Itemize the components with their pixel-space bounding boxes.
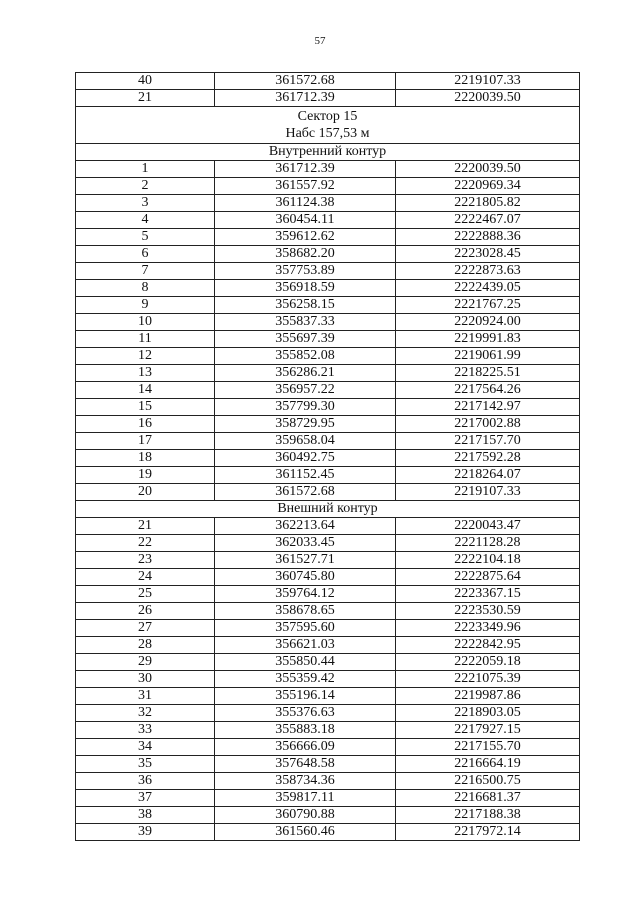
x-coordinate-cell: 361560.46: [215, 824, 396, 841]
table-row: [76, 382, 580, 399]
x-coordinate-cell: 360454.11: [215, 212, 396, 229]
x-coordinate-cell: 361572.68: [215, 484, 396, 501]
point-number-cell: 34: [76, 739, 215, 756]
y-coordinate-cell: 2222104.18: [396, 552, 580, 569]
inner-contour-header-row-cell: [76, 144, 580, 161]
x-coordinate-cell: 362213.64: [215, 518, 396, 535]
y-coordinate-cell: 2217927.15: [396, 722, 580, 739]
y-coordinate-cell: 2216500.75: [396, 773, 580, 790]
table-row: [76, 348, 580, 365]
table-row: [76, 824, 580, 841]
x-coordinate-cell: 362033.45: [215, 535, 396, 552]
x-coordinate-cell: 356918.59: [215, 280, 396, 297]
coordinates-table-body: [76, 73, 580, 841]
y-coordinate-cell: 2222059.18: [396, 654, 580, 671]
point-number-cell: 5: [76, 229, 215, 246]
point-number-cell: 11: [76, 331, 215, 348]
table-row: [76, 297, 580, 314]
y-coordinate-cell: 2222467.07: [396, 212, 580, 229]
y-coordinate-cell: 2222888.36: [396, 229, 580, 246]
y-coordinate-cell: 2223367.15: [396, 586, 580, 603]
point-number-cell: 24: [76, 569, 215, 586]
x-coordinate-cell: 357648.58: [215, 756, 396, 773]
table-row: [76, 671, 580, 688]
point-number-cell: 35: [76, 756, 215, 773]
point-number-cell: 10: [76, 314, 215, 331]
y-coordinate-cell: 2217564.26: [396, 382, 580, 399]
table-row: [76, 331, 580, 348]
point-number-cell: 1: [76, 161, 215, 178]
y-coordinate-cell: 2217188.38: [396, 807, 580, 824]
point-number-cell: 32: [76, 705, 215, 722]
inner-contour-label: Внутренний контур: [268, 144, 387, 159]
x-coordinate-cell: 358678.65: [215, 603, 396, 620]
y-coordinate-cell: 2219991.83: [396, 331, 580, 348]
point-number-cell: 20: [76, 484, 215, 501]
y-coordinate-cell: 2222873.63: [396, 263, 580, 280]
outer-contour-header-row-cell: [76, 501, 580, 518]
table-row: [76, 365, 580, 382]
x-coordinate-cell: 359612.62: [215, 229, 396, 246]
table-row: [76, 73, 580, 90]
y-coordinate-cell: 2222842.95: [396, 637, 580, 654]
x-coordinate-cell: 355852.08: [215, 348, 396, 365]
outer-contour-header-row: [76, 501, 580, 518]
x-coordinate-cell: 355376.63: [215, 705, 396, 722]
y-coordinate-cell: 2219061.99: [396, 348, 580, 365]
y-coordinate-cell: 2221075.39: [396, 671, 580, 688]
table-row: [76, 705, 580, 722]
table-row: [76, 790, 580, 807]
table-row: [76, 569, 580, 586]
y-coordinate-cell: 2217972.14: [396, 824, 580, 841]
table-row: [76, 212, 580, 229]
x-coordinate-cell: 361152.45: [215, 467, 396, 484]
x-coordinate-cell: 355359.42: [215, 671, 396, 688]
point-number-cell: 30: [76, 671, 215, 688]
x-coordinate-cell: 361124.38: [215, 195, 396, 212]
x-coordinate-cell: 359658.04: [215, 433, 396, 450]
x-coordinate-cell: 357753.89: [215, 263, 396, 280]
y-coordinate-cell: 2221805.82: [396, 195, 580, 212]
x-coordinate-cell: 355850.44: [215, 654, 396, 671]
point-number-cell: 39: [76, 824, 215, 841]
table-row: [76, 229, 580, 246]
point-number-cell: 12: [76, 348, 215, 365]
y-coordinate-cell: 2219107.33: [396, 484, 580, 501]
table-row: [76, 246, 580, 263]
y-coordinate-cell: 2216664.19: [396, 756, 580, 773]
x-coordinate-cell: 356258.15: [215, 297, 396, 314]
y-coordinate-cell: 2218264.07: [396, 467, 580, 484]
x-coordinate-cell: 359817.11: [215, 790, 396, 807]
table-row: [76, 807, 580, 824]
x-coordinate-cell: 355837.33: [215, 314, 396, 331]
table-row: [76, 603, 580, 620]
y-coordinate-cell: 2218225.51: [396, 365, 580, 382]
y-coordinate-cell: 2217142.97: [396, 399, 580, 416]
x-coordinate-cell: 356286.21: [215, 365, 396, 382]
y-coordinate-cell: 2220969.34: [396, 178, 580, 195]
table-row: [76, 739, 580, 756]
table-row: [76, 620, 580, 637]
y-coordinate-cell: 2223530.59: [396, 603, 580, 620]
y-coordinate-cell: 2222875.64: [396, 569, 580, 586]
table-row: [76, 263, 580, 280]
point-number-cell: 15: [76, 399, 215, 416]
table-row: [76, 416, 580, 433]
point-number-cell: 19: [76, 467, 215, 484]
y-coordinate-cell: 2217592.28: [396, 450, 580, 467]
y-coordinate-cell: 2221128.28: [396, 535, 580, 552]
sector-altitude: Набс 157,53 м: [285, 126, 370, 141]
point-number-cell: 22: [76, 535, 215, 552]
sector-title: Сектор 15: [297, 109, 358, 124]
table-row: [76, 484, 580, 501]
point-number-cell: 3: [76, 195, 215, 212]
y-coordinate-cell: 2223028.45: [396, 246, 580, 263]
point-number-cell: 18: [76, 450, 215, 467]
x-coordinate-cell: 361712.39: [215, 161, 396, 178]
x-coordinate-cell: 361527.71: [215, 552, 396, 569]
table-row: [76, 314, 580, 331]
point-number-cell: 29: [76, 654, 215, 671]
point-number-cell: 8: [76, 280, 215, 297]
y-coordinate-cell: 2216681.37: [396, 790, 580, 807]
y-coordinate-cell: 2220043.47: [396, 518, 580, 535]
point-number-cell: 2: [76, 178, 215, 195]
point-number-cell: 17: [76, 433, 215, 450]
x-coordinate-cell: 361712.39: [215, 90, 396, 107]
x-coordinate-cell: 360790.88: [215, 807, 396, 824]
y-coordinate-cell: 2220039.50: [396, 90, 580, 107]
point-number-cell: 31: [76, 688, 215, 705]
outer-contour-label: Внешний контур: [277, 501, 378, 516]
point-number-cell: 40: [76, 73, 215, 90]
point-number-cell: 21: [76, 518, 215, 535]
table-row: [76, 654, 580, 671]
y-coordinate-cell: 2218903.05: [396, 705, 580, 722]
y-coordinate-cell: 2217002.88: [396, 416, 580, 433]
point-number-cell: 37: [76, 790, 215, 807]
y-coordinate-cell: 2219987.86: [396, 688, 580, 705]
point-number-cell: 36: [76, 773, 215, 790]
y-coordinate-cell: 2217157.70: [396, 433, 580, 450]
x-coordinate-cell: 355697.39: [215, 331, 396, 348]
x-coordinate-cell: 355196.14: [215, 688, 396, 705]
point-number-cell: 9: [76, 297, 215, 314]
point-number-cell: 13: [76, 365, 215, 382]
coordinates-table: [75, 72, 580, 841]
y-coordinate-cell: 2222439.05: [396, 280, 580, 297]
y-coordinate-cell: 2219107.33: [396, 73, 580, 90]
table-row: [76, 467, 580, 484]
point-number-cell: 27: [76, 620, 215, 637]
table-row: [76, 586, 580, 603]
point-number-cell: 25: [76, 586, 215, 603]
x-coordinate-cell: 358729.95: [215, 416, 396, 433]
point-number-cell: 23: [76, 552, 215, 569]
table-row: [76, 90, 580, 107]
point-number-cell: 33: [76, 722, 215, 739]
point-number-cell: 14: [76, 382, 215, 399]
x-coordinate-cell: 357595.60: [215, 620, 396, 637]
x-coordinate-cell: 360745.80: [215, 569, 396, 586]
table-row: [76, 552, 580, 569]
table-row: [76, 535, 580, 552]
table-row: [76, 399, 580, 416]
point-number-cell: 26: [76, 603, 215, 620]
inner-contour-header-row: [76, 144, 580, 161]
x-coordinate-cell: 361557.92: [215, 178, 396, 195]
y-coordinate-cell: 2220924.00: [396, 314, 580, 331]
table-row: [76, 637, 580, 654]
table-row: [76, 161, 580, 178]
point-number-cell: 28: [76, 637, 215, 654]
table-row: [76, 518, 580, 535]
y-coordinate-cell: 2217155.70: [396, 739, 580, 756]
x-coordinate-cell: 356957.22: [215, 382, 396, 399]
table-row: [76, 450, 580, 467]
sector-header-row: [76, 107, 580, 144]
point-number-cell: 7: [76, 263, 215, 280]
table-row: [76, 756, 580, 773]
y-coordinate-cell: 2221767.25: [396, 297, 580, 314]
x-coordinate-cell: 358734.36: [215, 773, 396, 790]
x-coordinate-cell: 361572.68: [215, 73, 396, 90]
point-number-cell: 38: [76, 807, 215, 824]
x-coordinate-cell: 359764.12: [215, 586, 396, 603]
table-row: [76, 178, 580, 195]
y-coordinate-cell: 2220039.50: [396, 161, 580, 178]
y-coordinate-cell: 2223349.96: [396, 620, 580, 637]
x-coordinate-cell: 356621.03: [215, 637, 396, 654]
point-number-cell: 21: [76, 90, 215, 107]
table-row: [76, 688, 580, 705]
point-number-cell: 6: [76, 246, 215, 263]
table-row: [76, 195, 580, 212]
x-coordinate-cell: 360492.75: [215, 450, 396, 467]
table-row: [76, 433, 580, 450]
point-number-cell: 4: [76, 212, 215, 229]
table-row: [76, 773, 580, 790]
x-coordinate-cell: 357799.30: [215, 399, 396, 416]
x-coordinate-cell: 356666.09: [215, 739, 396, 756]
point-number-cell: 16: [76, 416, 215, 433]
table-row: [76, 722, 580, 739]
sector-header-row-cell: [76, 107, 580, 144]
x-coordinate-cell: 355883.18: [215, 722, 396, 739]
table-row: [76, 280, 580, 297]
page-number: 57: [314, 35, 326, 47]
x-coordinate-cell: 358682.20: [215, 246, 396, 263]
